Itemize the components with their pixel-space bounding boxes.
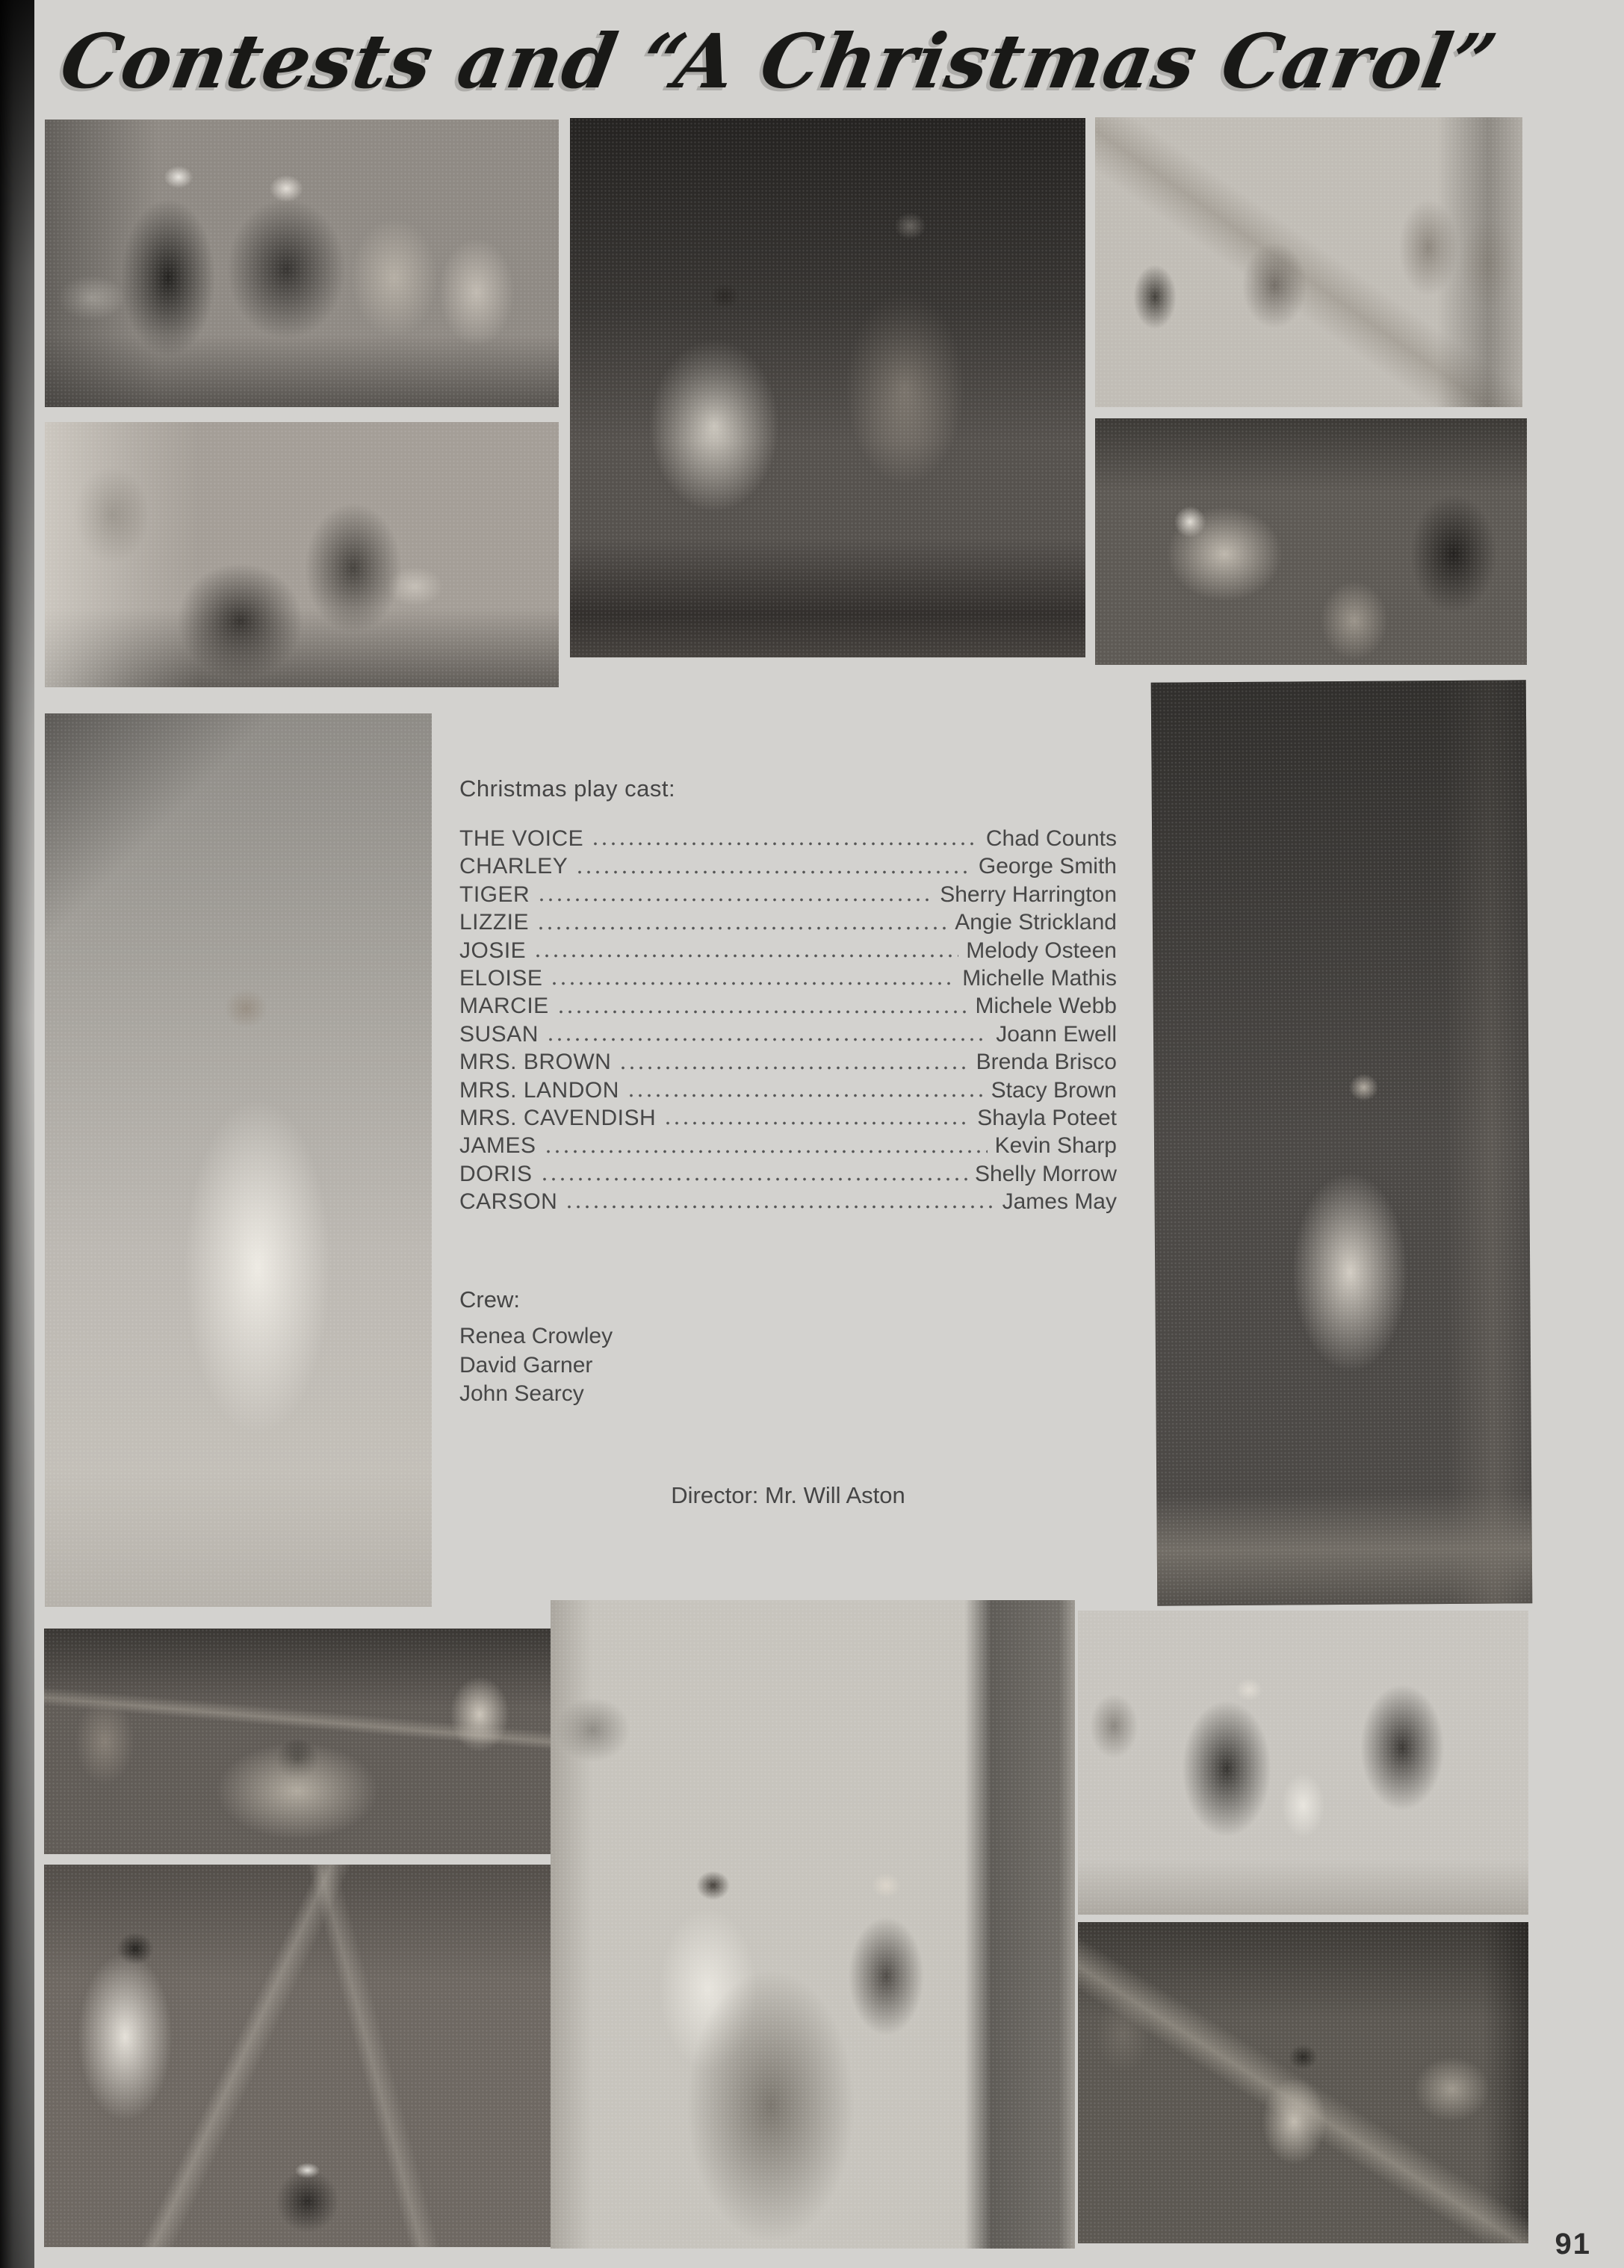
cast-row [459, 1189, 1117, 1217]
cast-actor: Angie Strickland [955, 910, 1117, 935]
director-credit: Director: Mr. Will Aston [671, 1482, 905, 1508]
cast-row [459, 966, 1117, 994]
photo-bottom-center [551, 1600, 1075, 2249]
photo-left-middle [45, 422, 559, 687]
cast-row [459, 1162, 1117, 1189]
cast-role: LIZZIE [459, 910, 530, 935]
binding-gutter-shadow [0, 0, 34, 2268]
cast-row [459, 910, 1117, 938]
photo-bottom-left-lower [44, 1865, 551, 2247]
dot-leader [546, 1022, 988, 1050]
cast-actor: James May [1002, 1189, 1117, 1215]
photo-top-right [1095, 117, 1522, 407]
dot-leader [565, 1189, 994, 1217]
photo-top-left [45, 120, 559, 407]
cast-actor: Chad Counts [985, 826, 1117, 851]
cast-role: TIGER [459, 882, 530, 907]
cast-row [459, 1050, 1117, 1077]
dot-leader [557, 994, 968, 1021]
photo-left-tall [45, 713, 432, 1607]
dot-leader [533, 938, 958, 966]
cast-row [459, 1106, 1117, 1133]
cast-actor: Sherry Harrington [940, 882, 1117, 907]
cast-actor: Kevin Sharp [994, 1133, 1117, 1159]
cast-role: CARSON [459, 1189, 558, 1215]
cast-row [459, 1078, 1117, 1106]
crew-member: Renea Crowley [459, 1324, 613, 1348]
cast-role: MRS. LANDON [459, 1077, 619, 1103]
cast-role: DORIS [459, 1161, 533, 1186]
cast-actor: Michele Webb [975, 994, 1117, 1019]
cast-actor: Michelle Mathis [962, 965, 1117, 991]
cast-role: MRS. BROWN [459, 1050, 612, 1075]
cast-row [459, 854, 1117, 882]
dot-leader [591, 826, 979, 854]
crew-member: John Searcy [459, 1381, 584, 1407]
cast-role: ELOISE [459, 965, 543, 991]
cast-actor: Joann Ewell [996, 1021, 1117, 1047]
crew-heading: Crew: [459, 1286, 520, 1313]
dot-leader [544, 1133, 988, 1161]
dot-leader [619, 1050, 968, 1077]
cast-row [459, 938, 1117, 966]
cast-actor: Melody Osteen [966, 938, 1117, 963]
cast-actor: Brenda Brisco [976, 1050, 1117, 1075]
page-number: 91 [1555, 2228, 1591, 2261]
cast-role: CHARLEY [459, 854, 568, 879]
page-title: Contests and “A Christmas Carol” [54, 17, 1504, 105]
cast-role: THE VOICE [459, 826, 584, 851]
cast-role: MARCIE [459, 994, 549, 1019]
cast-row [459, 882, 1117, 910]
cast-actor: George Smith [978, 854, 1117, 879]
cast-role: MRS. CAVENDISH [459, 1105, 657, 1130]
cast-list [459, 826, 1117, 1217]
cast-row [459, 1022, 1117, 1050]
dot-leader [663, 1106, 970, 1133]
crew-member: David Garner [459, 1352, 593, 1378]
dot-leader [536, 910, 947, 938]
dot-leader [550, 966, 955, 994]
cast-heading: Christmas play cast: [459, 775, 676, 802]
cast-actor: Stacy Brown [991, 1077, 1117, 1103]
crew-list [459, 1322, 613, 1409]
dot-leader [540, 1162, 967, 1189]
cast-actor: Shayla Poteet [977, 1105, 1117, 1130]
cast-role: SUSAN [459, 1021, 539, 1047]
dot-leader [537, 882, 932, 910]
cast-row [459, 1133, 1117, 1161]
cast-role: JOSIE [459, 938, 527, 963]
dot-leader [575, 854, 971, 882]
dot-leader [627, 1078, 984, 1106]
cast-row [459, 826, 1117, 854]
photo-top-center [570, 118, 1085, 657]
photo-bottom-right-lower [1078, 1922, 1528, 2243]
cast-actor: Shelly Morrow [974, 1161, 1117, 1186]
photo-bottom-right-upper [1078, 1611, 1528, 1915]
cast-row [459, 994, 1117, 1021]
photo-right-middle [1095, 418, 1527, 665]
photo-right-tall [1151, 680, 1533, 1605]
photo-bottom-left-upper [44, 1629, 551, 1854]
cast-role: JAMES [459, 1133, 536, 1159]
